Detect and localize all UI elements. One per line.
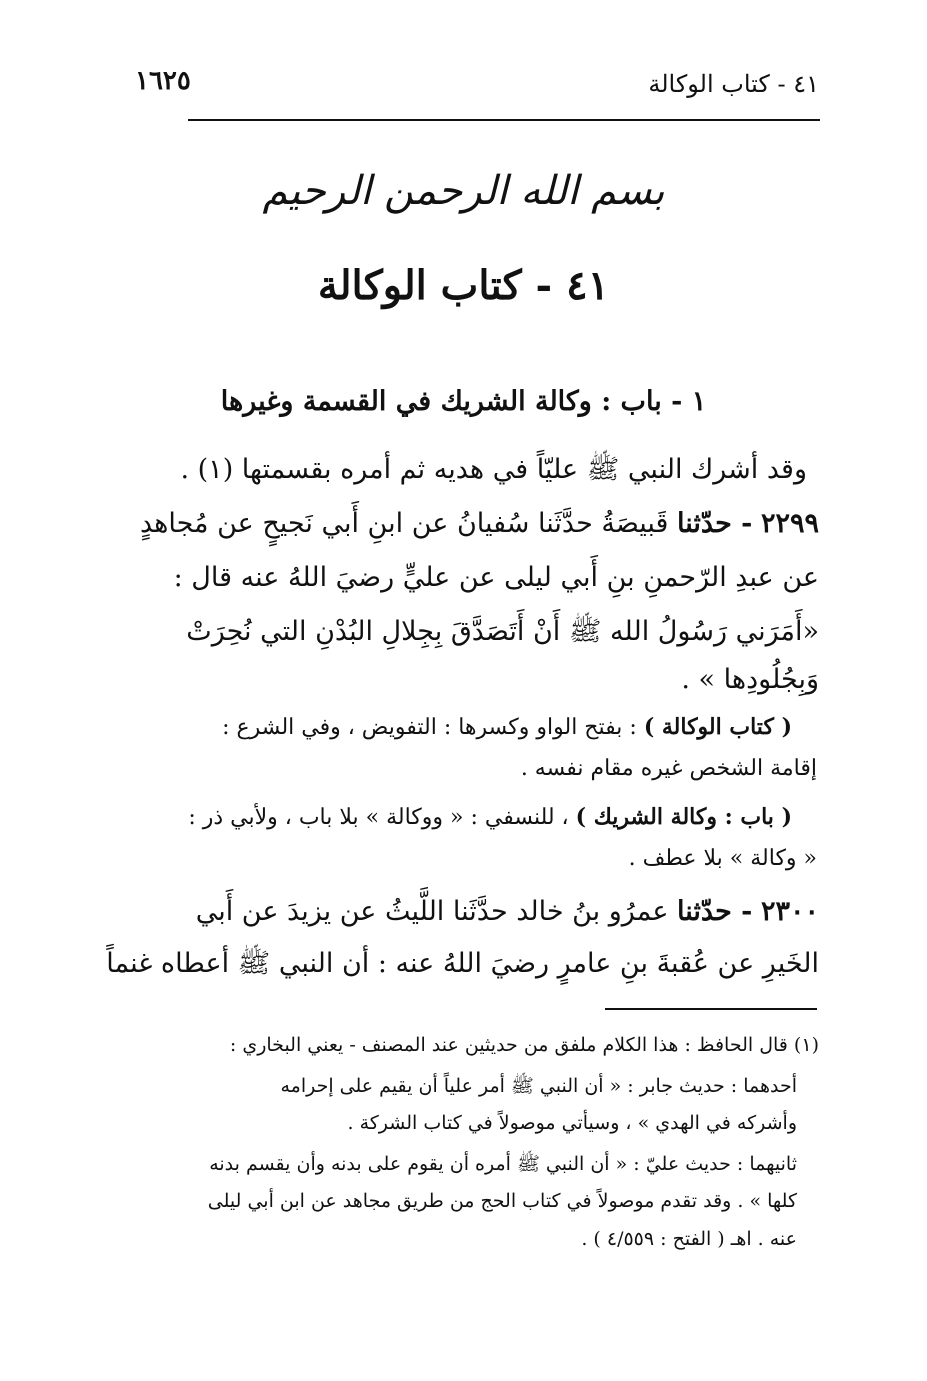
basmala: بسم الله الرحمن الرحيم xyxy=(262,168,665,214)
hadith-2299-line-4: وَبِجُلُودِها » . xyxy=(681,664,819,695)
footnote-line-6: عنه . اهـ ( الفتح : ٤/٥٥٩ ) . xyxy=(581,1228,797,1250)
hadith-2299-line-2: عن عبدِ الرّحمنِ بنِ أَبي ليلى عن عليٍّ رضيَ اللهُ عنه قال : xyxy=(173,562,819,593)
hadith-lead: - حدّثنا xyxy=(677,508,753,539)
commentary-term: ( كتاب الوكالة ) xyxy=(643,714,792,740)
page-number: ١٦٢٥ xyxy=(135,66,191,96)
footnote-rule xyxy=(605,1008,817,1010)
commentary-text: : بفتح الواو وكسرها : التفويض ، وفي الشرع : xyxy=(222,715,637,740)
hadith-text: قَبيصَةُ حدَّثَنا سُفيانُ عن ابنِ أَبي نَجيحٍ عن مُجاهدٍ xyxy=(139,508,669,539)
footnote-line-4: ثانيهما : حديث عليّ : « أن النبي ﷺ أمره أن يقوم على بدنه وأن يقسم بدنه xyxy=(209,1153,797,1175)
footnote-line-1: (١) قال الحافظ : هذا الكلام ملفق من حديثين عند المصنف - يعني البخاري : xyxy=(229,1034,819,1056)
commentary-text: ، للنسفي : « ووكالة » بلا باب ، ولأبي ذر : xyxy=(188,805,569,830)
commentary-term: ( باب : وكالة الشريك ) xyxy=(575,804,792,830)
hadith-2299-line-1 xyxy=(140,508,819,539)
commentary-1-line-2: إقامة الشخص غيره مقام نفسه . xyxy=(520,756,817,781)
hadith-lead: - حدّثنا xyxy=(677,896,753,927)
header-rule xyxy=(188,119,820,121)
commentary-2-line-1 xyxy=(188,804,792,830)
commentary-2-line-2: « وكالة » بلا عطف . xyxy=(628,846,817,871)
hadith-number: ٢٢٩٩ xyxy=(760,508,819,539)
footnote-line-5: كلها » . وقد تقدم موصولاً في كتاب الحج من طريق مجاهد عن ابن أبي ليلى xyxy=(207,1190,797,1212)
hadith-2300-line-2: الخَيرِ عن عُقبةَ بنِ عامرٍ رضيَ اللهُ عنه : أن النبي ﷺ أعطاه غنماً xyxy=(106,948,819,979)
hadith-2300-line-1 xyxy=(196,896,819,927)
footnote-line-3: وأشركه في الهدي » ، وسيأتي موصولاً في كتاب الشركة . xyxy=(347,1112,797,1134)
hadith-text: عمرُو بنُ خالد حدَّثَنا اللَّيثُ عن يزيدَ عن أَبي xyxy=(195,896,669,927)
commentary-1-line-1 xyxy=(222,714,792,740)
book-title: ٤١ - كتاب الوكالة xyxy=(317,262,610,309)
running-title: ٤١ - كتاب الوكالة xyxy=(648,70,819,98)
intro-line: وقد أشرك النبي ﷺ عليّاً في هديه ثم أمره بقسمتها (١) . xyxy=(180,454,807,485)
footnote-line-2: أحدهما : حديث جابر : « أن النبي ﷺ أمر علياً أن يقيم على إحرامه xyxy=(280,1075,797,1097)
chapter-heading: ١ - باب : وكالة الشريك في القسمة وغيرها xyxy=(220,386,707,417)
hadith-2299-line-3: «أَمَرَني رَسُولُ الله ﷺ أَنْ أَتَصَدَّقَ بِجِلالِ البُدْنِ التي نُحِرَتْ xyxy=(186,616,819,647)
hadith-number: ٢٣٠٠ xyxy=(760,896,819,927)
